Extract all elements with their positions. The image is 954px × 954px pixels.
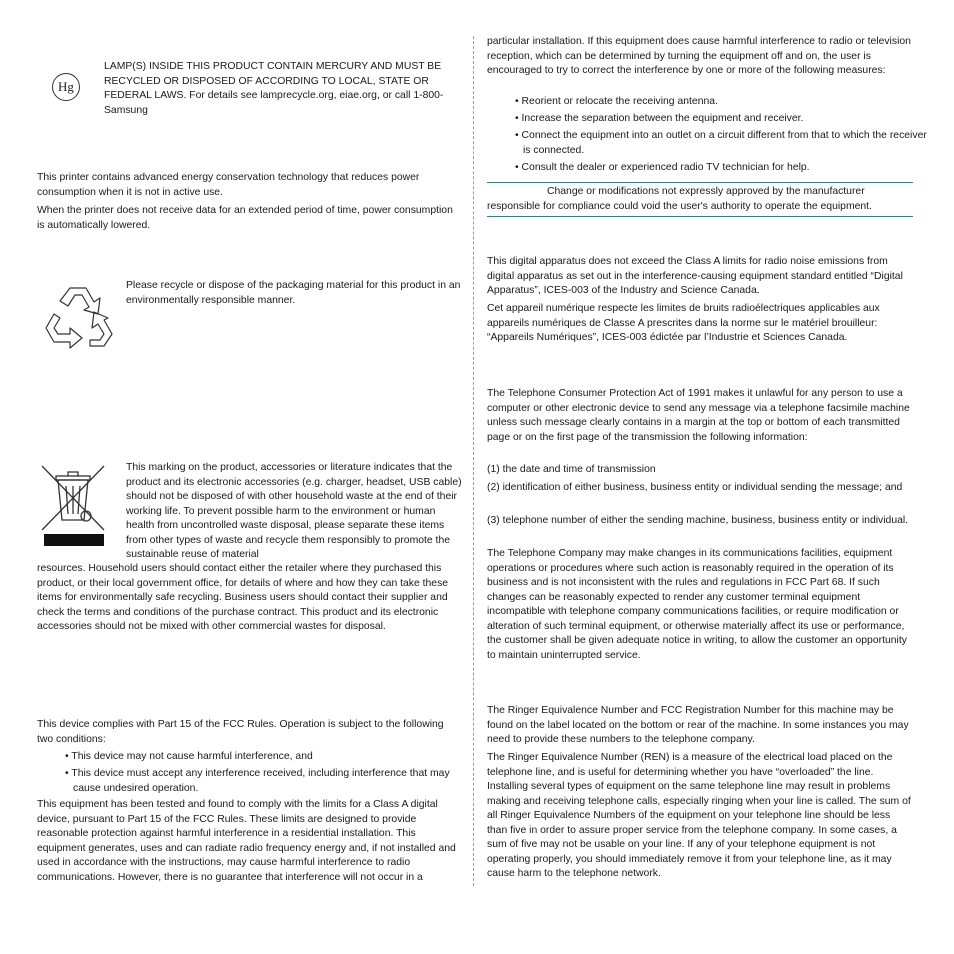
mercury-hg-icon: Hg: [52, 73, 80, 101]
energy-paragraph-2: When the printer does not receive data for an extended period of time, power consumption is automatically lowered.: [37, 205, 453, 231]
caution-note-text: Change or modifications not expressly approved by the manufacturer responsible for compliance could void the user's authority to operate the equipment.: [487, 186, 872, 212]
tcpa-item-3: (3) telephone number of either the sending machine, business, business entity or individual.: [487, 515, 909, 526]
ren-paragraph-1: The Ringer Equivalence Number and FCC Registration Number for this machine may be found on the label located on the bottom or rear of the machine. In some instances you may need to provide these numbers to the telephone company.: [487, 705, 909, 745]
weee-crossed-bin-icon: [40, 462, 106, 548]
measure-item: • Consult the dealer or experienced radio TV technician for help.: [502, 161, 934, 176]
fcc-condition-1: • This device may not cause harmful interference, and: [52, 750, 475, 765]
fcc-continued: particular installation. If this equipment does cause harmful interference to radio or television reception, which can be determined by turning the equipment off and on, the user is encouraged to try to correct the interference by one or more of the following measures:: [487, 36, 911, 76]
tcpa-item-2: (2) identification of either business, business entity or individual sending the message; and: [487, 482, 903, 493]
mercury-notice: LAMP(S) INSIDE THIS PRODUCT CONTAIN MERCURY AND MUST BE RECYCLED OR DISPOSED OF ACCORDING TO LOCAL, STATE OR FEDERAL LAWS. For details see lamprecycle.org, eiae.org, or call 1-800-Samsung: [104, 61, 444, 116]
recycle-packaging-text: Please recycle or dispose of the packaging material for this product in an environmentally responsible manner.: [126, 280, 461, 306]
weee-text-part-2: resources. Household users should contact either the retailer where they purchased this product, or their local government office, for details of where and how they can take these items for environmentally safe recycling. Business users should contact their supplier and check the terms and conditions of the purchase contract. This product and its electronic accessories should not be mixed with other commercial wastes for disposal.: [37, 563, 449, 632]
recycle-icon: [42, 284, 114, 352]
fcc-intro: This device complies with Part 15 of the FCC Rules. Operation is subject to the following two conditions:: [37, 719, 444, 745]
caution-note: [487, 182, 913, 217]
canada-english: This digital apparatus does not exceed the Class A limits for radio noise emissions from digital apparatus as set out in the interference-causing equipment standard entitled “Digital Apparatus”, ICES-003 of the Industry and Science Canada.: [487, 256, 903, 296]
ren-paragraph-2: The Ringer Equivalence Number (REN) is a measure of the electrical load placed on the telephone line, and is useful for determining whether you have “overloaded” the line. Installing several types of equipment on the same telephone line may result in problems making and receiving telephone calls, especially ringing when your line is called. The sum of all Ringer Equivalence Numbers of the equipment on your telephone line should be less than five in order to assure proper service from the telephone company. In some cases, a sum of five may not be usable on your line. If any of your telephone equipment is not operating properly, you should immediately remove it from your telephone line, as it may cause harm to the telephone network.: [487, 752, 911, 879]
telephone-company-paragraph: The Telephone Company may make changes in its communications facilities, equipment operations or procedures where such action is reasonably required in the operation of its business and is not inconsistent with the rules and regulations in FCC Part 68. If such changes can be reasonably expected to render any customer terminal equipment incompatible with telephone company communications facilities, or require modification or alteration of such terminal equipment, or otherwise materially affect its use or performance, the customer shall be given adequate notice in writing, to allow the customer an opportunity to maintain uninterrupted service.: [487, 548, 907, 661]
fcc-tested-paragraph: This equipment has been tested and found to comply with the limits for a Class A digital device, pursuant to Part 15 of the FCC Rules. These limits are designed to provide reasonable protection against harmful interference in a residential installation. This equipment generates, uses and can radiate radio frequency energy and, if not installed and used in accordance with the instructions, may cause harmful interference to radio communications. However, there is no guarantee that interference will not occur in a: [37, 799, 456, 883]
measure-item: • Reorient or relocate the receiving antenna.: [502, 95, 934, 110]
measure-item: • Increase the separation between the equipment and receiver.: [502, 112, 934, 127]
tcpa-item-1: (1) the date and time of transmission: [487, 464, 656, 475]
tcpa-intro: The Telephone Consumer Protection Act of 1991 makes it unlawful for any person to use a computer or other electronic device to send any message via a telephone facsimile machine unless such message clearly contains in a margin at the top or bottom of each transmitted page or on the first page of the transmission the following information:: [487, 388, 910, 443]
weee-text-part-1: This marking on the product, accessories or literature indicates that the product and its electronic accessories (e.g. charger, headset, USB cable) should not be disposed of with other household waste at the end of their working life. To prevent possible harm to the environment or human health from uncontrolled waste disposal, please separate these items from other types of waste and recycle them responsibly to promote the sustainable reuse of material: [126, 462, 462, 560]
canada-french: Cet appareil numérique respecte les limites de bruits radioélectriques applicables aux appareils numériques de Classe A prescrites dans la norme sur le matériel brouilleur: “Appareils Numériques”, ICES-003 édictée par l’Industrie et Sciences Canada.: [487, 303, 880, 343]
measure-item: • Connect the equipment into an outlet on a circuit different from that to which the receiver is connected.: [502, 129, 934, 158]
energy-paragraph-1: This printer contains advanced energy conservation technology that reduces power consumption when it is not in active use.: [37, 172, 420, 198]
fcc-condition-2: • This device must accept any interference received, including interference that may cause undesired operation.: [52, 767, 475, 796]
